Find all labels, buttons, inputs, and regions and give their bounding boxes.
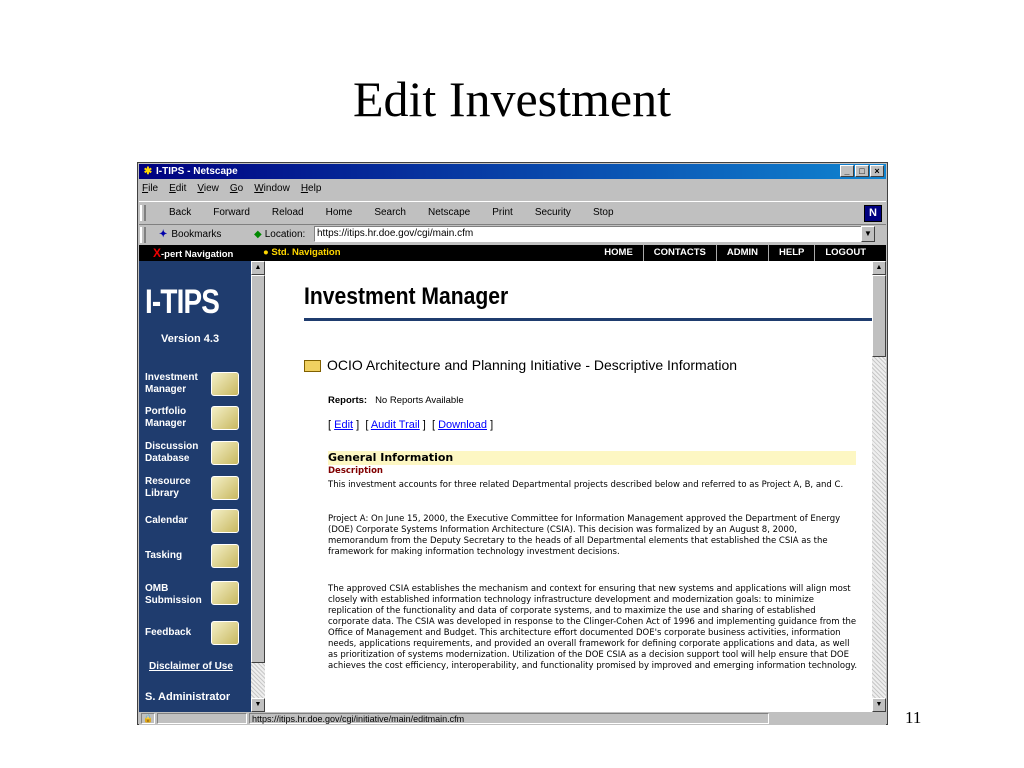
- scroll-up-icon[interactable]: ▲: [251, 261, 265, 275]
- menu-help[interactable]: Help: [300, 183, 322, 194]
- netscape-logo-icon[interactable]: N: [864, 205, 882, 222]
- xpert-navigation-link[interactable]: X-pert Navigation: [153, 246, 234, 260]
- nav-contacts-link[interactable]: CONTACTS: [643, 245, 716, 261]
- x-icon: X: [153, 246, 162, 260]
- location-icon: ◆: [254, 229, 262, 240]
- nav-logout-link[interactable]: LOGOUT: [814, 245, 876, 261]
- main-scroll-thumb[interactable]: [872, 275, 886, 357]
- itips-logo: I-TIPS: [145, 283, 220, 321]
- location-dropdown-icon[interactable]: ▼: [861, 226, 875, 242]
- description-paragraph: The approved CSIA establishes the mechanism and context for ensuring that new systems and applications will align most closely with established information technology infrastructure development and modernization goals: to minimize replication of the functionality and data of corporate systems, and to maximize the use and sharing of established corporate data. The CSIA was developed in response to the Clinger-Cohen Act of 1996 and implementing guidance from the Office of Management and Budget. This architecture effort documented DOE's corporate business activities, information needs, applications requirements, and provided an overall framework for defining corporate applications and data, as well as prioritization of systems modernization. Utilization of the DOE CSIA as a decision support tool will help ensure that DOE achieves the cost efficiency, interoperability, and functionality promised by improved and emerging information technology.: [328, 584, 858, 671]
- sidebar-item-feedback[interactable]: Feedback: [145, 627, 245, 639]
- location-input[interactable]: https://itips.hr.doe.gov/cgi/main.cfm: [314, 226, 863, 242]
- bookmarks-icon: ✦: [159, 229, 168, 240]
- scroll-down-icon[interactable]: ▼: [872, 698, 886, 712]
- sidebar-item-calendar[interactable]: Calendar: [145, 515, 245, 527]
- sidebar-item-discussion-database[interactable]: Discussion Database: [145, 441, 245, 465]
- sidebar-item-tasking[interactable]: Tasking: [145, 550, 245, 562]
- action-links: [ Edit ] [ Audit Trail ] [ Download ]: [328, 419, 494, 431]
- globe-icon: ●: [263, 247, 272, 258]
- project-title: OCIO Architecture and Planning Initiative - Descriptive Information: [304, 357, 737, 373]
- netscape-icon: ✱: [143, 166, 153, 177]
- envelope-icon: [211, 621, 239, 645]
- stop-button[interactable]: Stop: [592, 207, 614, 218]
- scroll-up-icon[interactable]: ▲: [872, 261, 886, 275]
- sidebar-scroll-thumb[interactable]: [251, 275, 265, 663]
- status-url: https://itips.hr.doe.gov/cgi/initiative/main/editmain.cfm: [249, 713, 769, 724]
- window-title: I-TIPS - Netscape: [156, 166, 238, 177]
- search-button[interactable]: Search: [374, 207, 406, 218]
- menu-go[interactable]: Go: [229, 183, 244, 194]
- section-header: General Information: [328, 451, 856, 465]
- maximize-button[interactable]: □: [855, 165, 869, 177]
- sidebar-item-resource-library[interactable]: Resource Library: [145, 476, 245, 500]
- main-panel: [266, 261, 872, 712]
- folder-icon: [304, 360, 321, 372]
- slide-title: Edit Investment: [353, 71, 671, 127]
- menu-window[interactable]: Window: [254, 183, 290, 194]
- menu-view[interactable]: View: [197, 183, 219, 194]
- progress-box: [157, 713, 247, 724]
- netscape-button[interactable]: Netscape: [428, 207, 471, 218]
- sidebar-item-portfolio-manager[interactable]: Portfolio Manager: [145, 406, 245, 430]
- books-icon: [211, 476, 239, 500]
- camera-icon: [211, 441, 239, 465]
- back-button[interactable]: Back: [169, 207, 192, 218]
- bookmarks-button[interactable]: ✦ Bookmarks: [159, 229, 222, 240]
- audit-trail-link[interactable]: Audit Trail: [370, 419, 420, 431]
- window-titlebar[interactable]: [139, 164, 886, 179]
- description-label: Description: [328, 466, 383, 476]
- menu-bar: [140, 181, 321, 197]
- edit-link[interactable]: Edit: [334, 419, 354, 431]
- location-grip[interactable]: [140, 227, 146, 243]
- download-link[interactable]: Download: [438, 419, 488, 431]
- page-title: Investment Manager: [304, 283, 509, 310]
- heading-divider: [304, 318, 872, 321]
- version-label: Version 4.3: [161, 333, 220, 345]
- tasking-icon: [211, 544, 239, 568]
- std-navigation-link[interactable]: ● Std. Navigation: [263, 247, 341, 258]
- navigation-toolbar: [139, 201, 886, 225]
- main-scrollbar[interactable]: [872, 261, 886, 712]
- scroll-down-icon[interactable]: ▼: [251, 698, 265, 712]
- location-label: ◆ Location:: [254, 229, 306, 240]
- sidebar: [139, 261, 251, 712]
- browser-window: [137, 162, 888, 725]
- nav-help-link[interactable]: HELP: [768, 245, 814, 261]
- site-nav-bar: [139, 245, 886, 261]
- sidebar-item-omb-submission[interactable]: OMB Submission: [145, 583, 245, 607]
- hand-icon: [211, 372, 239, 396]
- calendar-icon: [211, 509, 239, 533]
- nav-admin-link[interactable]: ADMIN: [716, 245, 768, 261]
- menu-edit[interactable]: Edit: [169, 183, 187, 194]
- print-button[interactable]: Print: [492, 207, 513, 218]
- nav-home-link[interactable]: HOME: [604, 247, 633, 258]
- reload-button[interactable]: Reload: [271, 207, 304, 218]
- slide-page-number: 11: [905, 708, 922, 727]
- sidebar-item-investment-manager[interactable]: Investment Manager: [145, 372, 245, 396]
- menu-file[interactable]: File: [142, 183, 159, 194]
- current-user-label: S. Administrator: [145, 691, 231, 703]
- description-paragraph: Project A: On June 15, 2000, the Executive Committee for Information Management approved the Department of Energy (DOE) Corporate Systems Information Architecture (CSIA). This decision was formalized by an August 8, 2000, memorandum from the Deputy Secretary to the heads of all Departmental elements that established the CSIA as the framework for making information technology investment decisions.: [328, 514, 841, 557]
- toolbar-grip[interactable]: [140, 205, 146, 221]
- reports-row: [328, 395, 464, 406]
- close-button[interactable]: ×: [870, 165, 884, 177]
- disclaimer-link[interactable]: Disclaimer of Use: [149, 661, 233, 672]
- minimize-button[interactable]: _: [840, 165, 854, 177]
- folders-icon: [211, 406, 239, 430]
- sidebar-scrollbar[interactable]: [251, 261, 265, 712]
- lock-icon[interactable]: 🔒: [141, 713, 155, 724]
- security-button[interactable]: Security: [534, 207, 571, 218]
- status-bar: [139, 713, 886, 725]
- reports-label: Reports:: [328, 395, 368, 406]
- location-toolbar: [139, 224, 886, 246]
- description-paragraph: This investment accounts for three related Departmental projects described below and referred to as Project A, B, and C.: [328, 480, 844, 490]
- reports-value: No Reports Available: [375, 395, 464, 406]
- home-button[interactable]: Home: [325, 207, 353, 218]
- cabinet-icon: [211, 581, 239, 605]
- page-content: [139, 245, 886, 712]
- forward-button[interactable]: Forward: [213, 207, 250, 218]
